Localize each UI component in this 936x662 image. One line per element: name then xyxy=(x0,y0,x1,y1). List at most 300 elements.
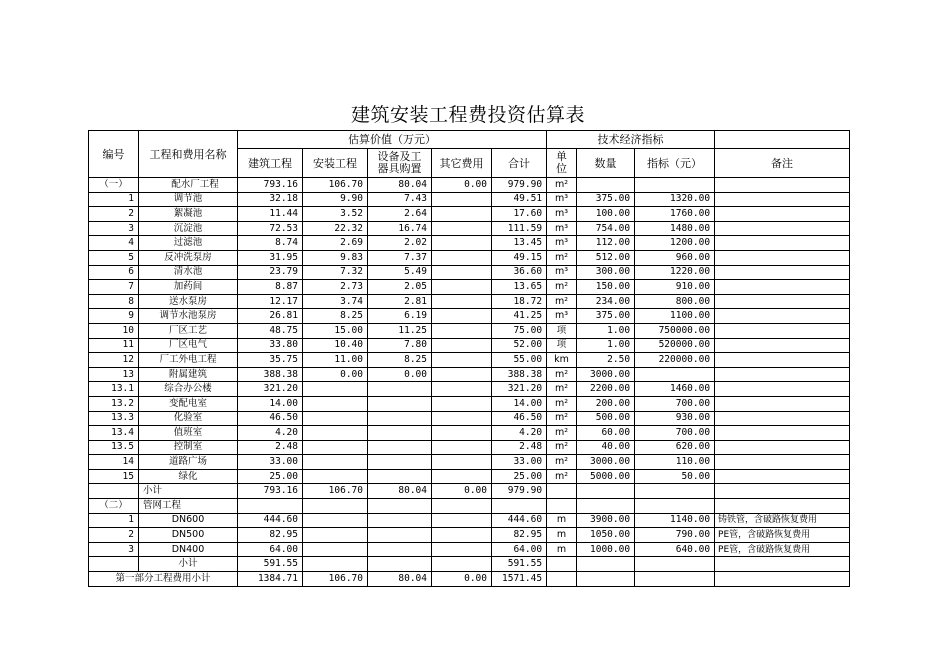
cell-install: 106.70 xyxy=(303,484,368,499)
cell-total: 55.00 xyxy=(492,353,547,368)
cell-qty: 112.00 xyxy=(577,236,635,251)
cell-other xyxy=(432,455,492,470)
cell-unit: m² xyxy=(547,411,577,426)
cell-index: 790.00 xyxy=(635,528,715,543)
table-row xyxy=(89,440,850,455)
cell-name: 化验室 xyxy=(139,411,238,426)
cell-equipment: 16.74 xyxy=(368,221,432,236)
cell-unit: m² xyxy=(547,382,577,397)
cell-install xyxy=(303,528,368,543)
cell-no: 5 xyxy=(89,250,139,265)
cell-index: 1460.00 xyxy=(635,382,715,397)
cell-other xyxy=(432,440,492,455)
cell-install: 2.73 xyxy=(303,280,368,295)
cell-building: 35.75 xyxy=(238,353,303,368)
table-row xyxy=(89,484,850,499)
cell-index: 930.00 xyxy=(635,411,715,426)
cell-equipment: 7.80 xyxy=(368,338,432,353)
cell-equipment: 8.25 xyxy=(368,353,432,368)
cell-other xyxy=(432,382,492,397)
cell-other: 0.00 xyxy=(432,572,492,587)
cell-install xyxy=(303,513,368,528)
cell-qty xyxy=(577,572,635,587)
cell-name: 道路广场 xyxy=(139,455,238,470)
cell-equipment xyxy=(368,469,432,484)
cell-no: 10 xyxy=(89,323,139,338)
cell-equipment: 7.43 xyxy=(368,192,432,207)
cell-remark xyxy=(715,178,850,193)
cell-no: 13.1 xyxy=(89,382,139,397)
header-estimate-group: 估算价值（万元） xyxy=(238,131,547,149)
cell-no: 3 xyxy=(89,542,139,557)
cell-index: 1140.00 xyxy=(635,513,715,528)
table-row xyxy=(89,280,850,295)
cell-building: 12.17 xyxy=(238,294,303,309)
cell-total: 388.38 xyxy=(492,367,547,382)
cell-building: 72.53 xyxy=(238,221,303,236)
cell-qty: 1.00 xyxy=(577,323,635,338)
cell-remark xyxy=(715,367,850,382)
cell-other xyxy=(432,192,492,207)
cell-unit xyxy=(547,484,577,499)
cell-no: 8 xyxy=(89,294,139,309)
cell-remark xyxy=(715,572,850,587)
cell-building: 8.74 xyxy=(238,236,303,251)
cell-name: 控制室 xyxy=(139,440,238,455)
page-title: 建筑安装工程费投资估算表 xyxy=(350,104,585,126)
cell-name: 送水泵房 xyxy=(139,294,238,309)
cell-remark xyxy=(715,499,850,514)
cell-install xyxy=(303,469,368,484)
cell-total: 444.60 xyxy=(492,513,547,528)
cell-total: 111.59 xyxy=(492,221,547,236)
cell-unit: 项 xyxy=(547,338,577,353)
table-row xyxy=(89,338,850,353)
cell-qty: 512.00 xyxy=(577,250,635,265)
cell-equipment xyxy=(368,528,432,543)
cell-total: 13.65 xyxy=(492,280,547,295)
table-row xyxy=(89,207,850,222)
cell-install: 11.00 xyxy=(303,353,368,368)
header-other: 其它费用 xyxy=(432,149,492,178)
cell-remark xyxy=(715,382,850,397)
cell-name: 反冲洗泵房 xyxy=(139,250,238,265)
cell-remark xyxy=(715,455,850,470)
cell-name: DN600 xyxy=(139,513,238,528)
cell-no: 13 xyxy=(89,367,139,382)
cell-other xyxy=(432,396,492,411)
cell-equipment xyxy=(368,411,432,426)
cell-install: 3.52 xyxy=(303,207,368,222)
table-row xyxy=(89,557,850,572)
cell-unit: m xyxy=(547,513,577,528)
cell-qty: 500.00 xyxy=(577,411,635,426)
cell-building: 33.00 xyxy=(238,455,303,470)
cell-equipment: 2.64 xyxy=(368,207,432,222)
cell-unit: m² xyxy=(547,280,577,295)
cell-remark xyxy=(715,557,850,572)
cell-unit: m² xyxy=(547,426,577,441)
cell-remark xyxy=(715,469,850,484)
cell-total: 979.90 xyxy=(492,178,547,193)
cell-total: 82.95 xyxy=(492,528,547,543)
cell-install: 9.90 xyxy=(303,192,368,207)
cell-index: 1320.00 xyxy=(635,192,715,207)
cell-equipment xyxy=(368,499,432,514)
cell-no: 2 xyxy=(89,207,139,222)
cell-unit: m² xyxy=(547,455,577,470)
cell-no: 13.5 xyxy=(89,440,139,455)
table-row xyxy=(89,367,850,382)
cell-remark xyxy=(715,440,850,455)
cell-qty: 5000.00 xyxy=(577,469,635,484)
table-row xyxy=(89,455,850,470)
header-row-1 xyxy=(89,131,850,149)
cell-unit: 项 xyxy=(547,323,577,338)
cell-other xyxy=(432,207,492,222)
cell-other xyxy=(432,499,492,514)
cell-qty xyxy=(577,557,635,572)
cell-other xyxy=(432,250,492,265)
header-blank xyxy=(715,131,850,149)
cell-remark: 铸铁管，含破路恢复费用 xyxy=(715,513,850,528)
cell-building: 25.00 xyxy=(238,469,303,484)
cell-no: 6 xyxy=(89,265,139,280)
cell-other xyxy=(432,367,492,382)
cell-equipment: 2.05 xyxy=(368,280,432,295)
table-row xyxy=(89,411,850,426)
cell-name: 小计 xyxy=(139,484,238,499)
cell-building: 321.20 xyxy=(238,382,303,397)
cell-building: 793.16 xyxy=(238,484,303,499)
cell-index xyxy=(635,499,715,514)
table-row xyxy=(89,396,850,411)
cell-no: 13.3 xyxy=(89,411,139,426)
cell-total: 17.60 xyxy=(492,207,547,222)
cell-index: 960.00 xyxy=(635,250,715,265)
cell-install: 106.70 xyxy=(303,572,368,587)
cell-building: 11.44 xyxy=(238,207,303,222)
cell-index: 640.00 xyxy=(635,542,715,557)
cell-qty: 3900.00 xyxy=(577,513,635,528)
cell-qty: 2.50 xyxy=(577,353,635,368)
cell-building: 1384.71 xyxy=(238,572,303,587)
table-row xyxy=(89,178,850,193)
cell-no: 2 xyxy=(89,528,139,543)
table-row xyxy=(89,426,850,441)
cell-install: 22.32 xyxy=(303,221,368,236)
cell-qty: 60.00 xyxy=(577,426,635,441)
cell-name: 厂区电气 xyxy=(139,338,238,353)
cell-other xyxy=(432,338,492,353)
cell-remark xyxy=(715,192,850,207)
cell-name: 清水池 xyxy=(139,265,238,280)
table-row xyxy=(89,250,850,265)
cell-building: 2.48 xyxy=(238,440,303,455)
cell-other xyxy=(432,309,492,324)
cell-total: 41.25 xyxy=(492,309,547,324)
cell-building: 23.79 xyxy=(238,265,303,280)
header-total: 合计 xyxy=(492,149,547,178)
cell-name: 加药间 xyxy=(139,280,238,295)
cell-qty: 150.00 xyxy=(577,280,635,295)
cell-qty: 1050.00 xyxy=(577,528,635,543)
cell-other xyxy=(432,294,492,309)
cell-total: 979.90 xyxy=(492,484,547,499)
table-row xyxy=(89,265,850,280)
cell-total: 52.00 xyxy=(492,338,547,353)
cell-total: 591.55 xyxy=(492,557,547,572)
header-install: 安装工程 xyxy=(303,149,368,178)
cell-equipment: 80.04 xyxy=(368,178,432,193)
cell-name: 过滤池 xyxy=(139,236,238,251)
cell-building: 388.38 xyxy=(238,367,303,382)
cell-building: 8.87 xyxy=(238,280,303,295)
cell-index xyxy=(635,367,715,382)
cell-remark: PE管，含破路恢复费用 xyxy=(715,528,850,543)
cell-other xyxy=(432,323,492,338)
cell-other xyxy=(432,557,492,572)
cell-install: 8.25 xyxy=(303,309,368,324)
cell-index xyxy=(635,557,715,572)
cell-building: 14.00 xyxy=(238,396,303,411)
cell-no xyxy=(89,484,139,499)
table-row xyxy=(89,528,850,543)
cell-index: 50.00 xyxy=(635,469,715,484)
cell-install: 3.74 xyxy=(303,294,368,309)
cell-name: DN500 xyxy=(139,528,238,543)
cell-building: 82.95 xyxy=(238,528,303,543)
cell-total: 2.48 xyxy=(492,440,547,455)
cell-other xyxy=(432,542,492,557)
cell-no: 7 xyxy=(89,280,139,295)
cell-name: 沉淀池 xyxy=(139,221,238,236)
cell-total: 14.00 xyxy=(492,396,547,411)
cell-equipment: 6.19 xyxy=(368,309,432,324)
row-label: 第一部分工程费用小计 xyxy=(89,572,238,587)
cell-equipment: 11.25 xyxy=(368,323,432,338)
cell-remark: PE管，含破路恢复费用 xyxy=(715,542,850,557)
cell-remark xyxy=(715,309,850,324)
cell-building: 793.16 xyxy=(238,178,303,193)
cell-equipment xyxy=(368,557,432,572)
cell-no: 3 xyxy=(89,221,139,236)
cell-remark xyxy=(715,221,850,236)
cell-index: 110.00 xyxy=(635,455,715,470)
cell-no: 12 xyxy=(89,353,139,368)
cell-other xyxy=(432,280,492,295)
cell-remark xyxy=(715,280,850,295)
cell-no xyxy=(89,557,139,572)
cell-no: 14 xyxy=(89,455,139,470)
cell-equipment xyxy=(368,513,432,528)
table-row xyxy=(89,192,850,207)
cell-qty: 1000.00 xyxy=(577,542,635,557)
cell-unit xyxy=(547,557,577,572)
cell-no: 4 xyxy=(89,236,139,251)
cell-unit: m³ xyxy=(547,309,577,324)
cell-equipment xyxy=(368,455,432,470)
cell-building: 33.80 xyxy=(238,338,303,353)
table-row xyxy=(89,323,850,338)
cell-other xyxy=(432,426,492,441)
cell-remark xyxy=(715,323,850,338)
table-row xyxy=(89,382,850,397)
cell-index: 520000.00 xyxy=(635,338,715,353)
cell-install xyxy=(303,396,368,411)
cell-building xyxy=(238,499,303,514)
cell-install xyxy=(303,411,368,426)
cell-unit xyxy=(547,499,577,514)
header-building: 建筑工程 xyxy=(238,149,303,178)
table-row xyxy=(89,572,850,587)
cell-no: （一） xyxy=(89,178,139,193)
cell-remark xyxy=(715,294,850,309)
table-row xyxy=(89,294,850,309)
cell-equipment xyxy=(368,440,432,455)
table-row xyxy=(89,353,850,368)
cell-building: 64.00 xyxy=(238,542,303,557)
header-no: 编号 xyxy=(89,131,139,178)
cell-equipment: 7.37 xyxy=(368,250,432,265)
cell-unit: m² xyxy=(547,440,577,455)
cell-unit: m² xyxy=(547,396,577,411)
cell-other xyxy=(432,221,492,236)
cell-qty: 100.00 xyxy=(577,207,635,222)
cell-equipment: 2.02 xyxy=(368,236,432,251)
cell-other: 0.00 xyxy=(432,484,492,499)
cell-other: 0.00 xyxy=(432,178,492,193)
cell-building: 32.18 xyxy=(238,192,303,207)
cell-qty: 375.00 xyxy=(577,192,635,207)
cell-unit: m³ xyxy=(547,221,577,236)
cell-unit: m xyxy=(547,542,577,557)
cell-remark xyxy=(715,236,850,251)
cell-name: 絮凝池 xyxy=(139,207,238,222)
cell-building: 4.20 xyxy=(238,426,303,441)
cell-index: 220000.00 xyxy=(635,353,715,368)
table-row xyxy=(89,309,850,324)
cell-name: 调节水池泵房 xyxy=(139,309,238,324)
table-row xyxy=(89,542,850,557)
cell-total: 75.00 xyxy=(492,323,547,338)
cell-no: 13.2 xyxy=(89,396,139,411)
cell-other xyxy=(432,265,492,280)
cell-index: 1480.00 xyxy=(635,221,715,236)
cell-index: 1100.00 xyxy=(635,309,715,324)
cell-name: 附属建筑 xyxy=(139,367,238,382)
cell-name: DN400 xyxy=(139,542,238,557)
header-unit: 单位 xyxy=(547,149,577,178)
table-row xyxy=(89,499,850,514)
cell-unit: m³ xyxy=(547,236,577,251)
cell-unit xyxy=(547,572,577,587)
cell-unit: m² xyxy=(547,250,577,265)
cell-qty xyxy=(577,484,635,499)
cell-building: 31.95 xyxy=(238,250,303,265)
cell-total: 49.51 xyxy=(492,192,547,207)
cell-unit: km xyxy=(547,353,577,368)
cell-install: 106.70 xyxy=(303,178,368,193)
cell-remark xyxy=(715,411,850,426)
table-row xyxy=(89,513,850,528)
cell-remark xyxy=(715,250,850,265)
cell-name: 值班室 xyxy=(139,426,238,441)
cell-total: 49.15 xyxy=(492,250,547,265)
cell-remark xyxy=(715,426,850,441)
cell-qty: 234.00 xyxy=(577,294,635,309)
cell-equipment: 0.00 xyxy=(368,367,432,382)
cell-qty: 1.00 xyxy=(577,338,635,353)
cell-building: 591.55 xyxy=(238,557,303,572)
cell-qty: 3000.00 xyxy=(577,455,635,470)
cell-index: 910.00 xyxy=(635,280,715,295)
cell-building: 26.81 xyxy=(238,309,303,324)
cell-other xyxy=(432,236,492,251)
table-row xyxy=(89,221,850,236)
cell-remark xyxy=(715,396,850,411)
cell-unit: m² xyxy=(547,367,577,382)
cell-equipment: 5.49 xyxy=(368,265,432,280)
cell-total: 64.00 xyxy=(492,542,547,557)
cell-qty xyxy=(577,178,635,193)
cell-install xyxy=(303,542,368,557)
cell-install: 2.69 xyxy=(303,236,368,251)
cell-total: 13.45 xyxy=(492,236,547,251)
cell-index: 800.00 xyxy=(635,294,715,309)
cell-equipment xyxy=(368,542,432,557)
cell-building: 444.60 xyxy=(238,513,303,528)
header-tech-group: 技术经济指标 xyxy=(547,131,715,149)
cell-equipment xyxy=(368,396,432,411)
cell-index: 700.00 xyxy=(635,426,715,441)
cell-install xyxy=(303,382,368,397)
cell-unit: m² xyxy=(547,294,577,309)
cell-index: 700.00 xyxy=(635,396,715,411)
cell-remark xyxy=(715,338,850,353)
cell-qty: 300.00 xyxy=(577,265,635,280)
cell-install xyxy=(303,455,368,470)
cell-index: 750000.00 xyxy=(635,323,715,338)
cell-total: 25.00 xyxy=(492,469,547,484)
cell-index xyxy=(635,572,715,587)
cell-no: 11 xyxy=(89,338,139,353)
cell-name: 绿化 xyxy=(139,469,238,484)
cell-index: 1220.00 xyxy=(635,265,715,280)
header-qty: 数量 xyxy=(577,149,635,178)
table-row xyxy=(89,236,850,251)
cell-equipment xyxy=(368,426,432,441)
cell-other xyxy=(432,353,492,368)
cell-index: 620.00 xyxy=(635,440,715,455)
cell-qty xyxy=(577,499,635,514)
cell-install xyxy=(303,499,368,514)
cell-remark xyxy=(715,207,850,222)
cell-no: 9 xyxy=(89,309,139,324)
cell-total: 321.20 xyxy=(492,382,547,397)
header-equipment: 设备及工器具购置 xyxy=(368,149,432,178)
cell-qty: 2200.00 xyxy=(577,382,635,397)
header-remark: 备注 xyxy=(715,149,850,178)
cell-no: （二） xyxy=(89,499,139,514)
cell-name: 配水厂工程 xyxy=(139,178,238,193)
cell-install: 9.83 xyxy=(303,250,368,265)
cell-install xyxy=(303,426,368,441)
cell-building: 46.50 xyxy=(238,411,303,426)
cell-qty: 40.00 xyxy=(577,440,635,455)
cell-total: 1571.45 xyxy=(492,572,547,587)
cell-index xyxy=(635,484,715,499)
